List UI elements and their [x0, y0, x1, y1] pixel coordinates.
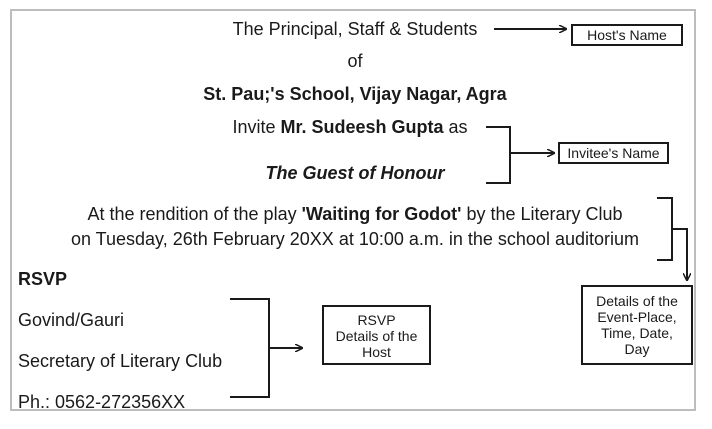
invite-prefix: Invite [232, 117, 276, 137]
host-name-box: Host's Name [571, 24, 683, 46]
event-details-line-2: Event-Place, [597, 309, 677, 325]
school-line: St. Pau;'s School, Vijay Nagar, Agra [203, 84, 507, 104]
event-prefix: At the rendition of the play [87, 204, 297, 224]
rsvp-designation: Secretary of Literary Club [18, 351, 223, 371]
event-details: on Tuesday, 26th February 20XX at 10:00 a.m. in the school auditorium [70, 229, 639, 249]
invitee-bracket [486, 127, 510, 183]
rsvp-details-line-1: RSVP [357, 312, 396, 328]
event-bracket [657, 198, 672, 260]
event-details-box [581, 285, 693, 365]
rsvp-phone: Ph.: 0562-272356XX [18, 392, 186, 412]
event-details-line-4: Day [624, 341, 650, 357]
event-arrow [672, 229, 687, 280]
invitee-name: Mr. Sudeesh Gupta [280, 117, 444, 137]
rsvp-bracket [230, 299, 269, 397]
rsvp-details-box [322, 305, 431, 365]
of-line: of [347, 51, 363, 71]
play-title: 'Waiting for Godot' [301, 204, 462, 224]
event-details-line-1: Details of the [596, 293, 678, 309]
rsvp-name: Govind/Gauri [18, 310, 125, 330]
rsvp-heading: RSVP [18, 269, 68, 289]
event-suffix: by the Literary Club [466, 204, 623, 224]
event-details-line-3: Time, Date, [601, 325, 673, 341]
rsvp-details-line-3: Host [362, 344, 391, 360]
rsvp-details-line-2: Details of the [335, 328, 418, 344]
invite-suffix: as [448, 117, 468, 137]
invitee-name-box: Invitee's Name [558, 142, 669, 164]
host-line: The Principal, Staff & Students [232, 19, 478, 39]
guest-role: The Guest of Honour [265, 163, 445, 183]
